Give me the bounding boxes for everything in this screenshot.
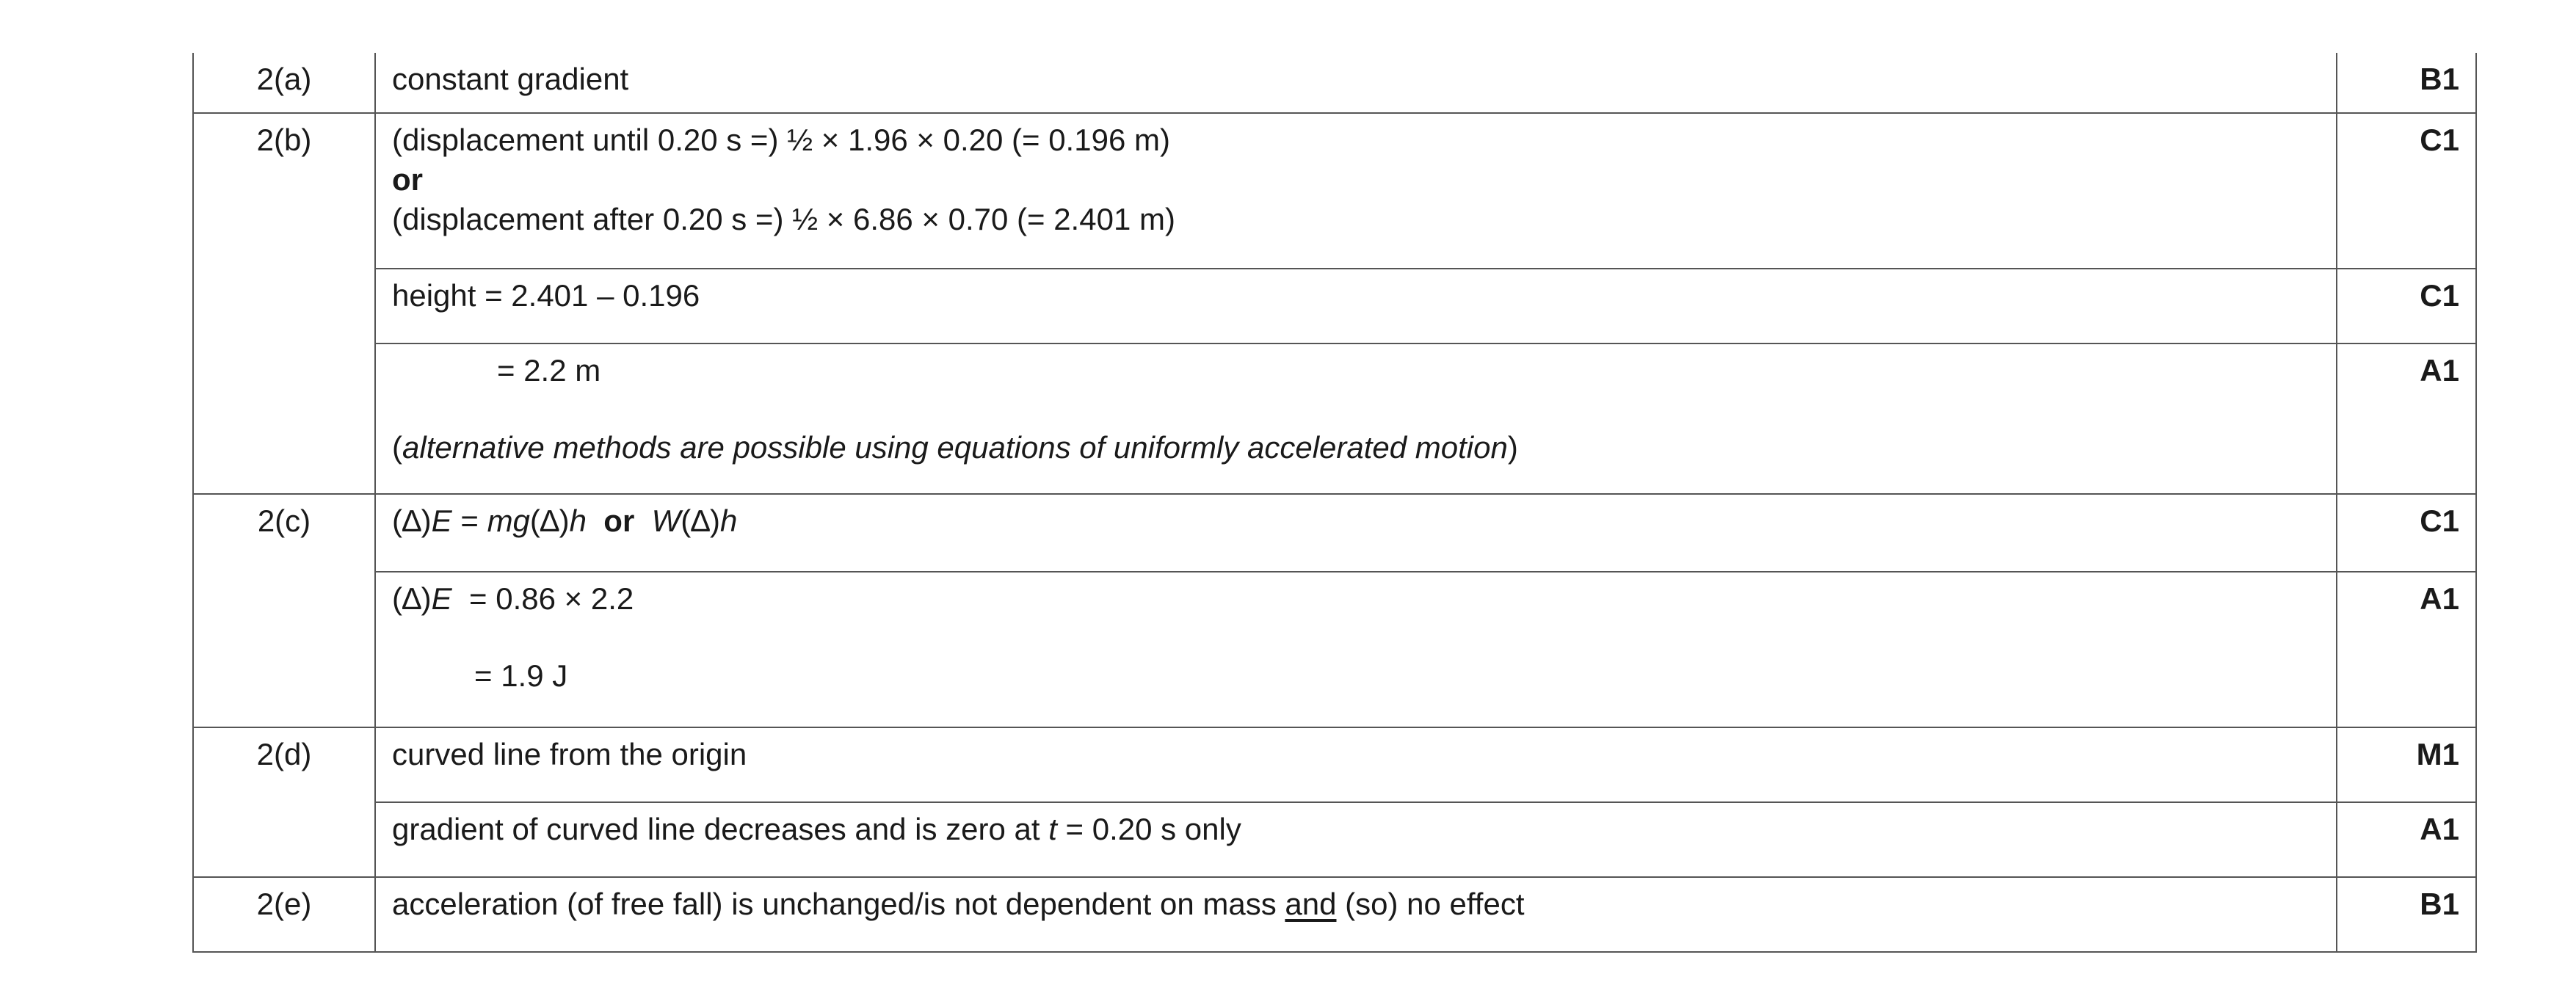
mark-cell: B1 xyxy=(2337,53,2476,113)
mark-cell: C1 xyxy=(2337,113,2476,269)
row-2b-result xyxy=(193,343,2476,494)
question-number: 2(b) xyxy=(193,113,375,494)
mark-cell: C1 xyxy=(2337,269,2476,343)
note-text: (alternative methods are possible using equations of uniformly accelerated motion) xyxy=(392,430,1518,465)
mark-cell: A1 xyxy=(2337,343,2476,494)
answer-cell xyxy=(375,727,2337,802)
answer-cell xyxy=(375,572,2337,727)
answer-text: = 2.2 m xyxy=(497,353,601,388)
row-2d-gradient xyxy=(193,802,2476,877)
equation-text: (∆)E = mg(∆)h or W(∆)h xyxy=(392,504,738,538)
answer-text: height = 2.401 – 0.196 xyxy=(392,278,700,313)
answer-cell xyxy=(375,113,2337,269)
row-2a xyxy=(193,53,2476,113)
equation-text: (∆)E = 0.86 × 2.2 xyxy=(392,581,634,616)
answer-line: (displacement after 0.20 s =) ½ × 6.86 × 0.70 (= 2.401 m) xyxy=(392,202,1175,236)
mark-cell: A1 xyxy=(2337,572,2476,727)
answer-text: = 1.9 J xyxy=(474,658,568,693)
answer-cell xyxy=(375,53,2337,113)
answer-cell xyxy=(375,269,2337,343)
answer-cell xyxy=(375,877,2337,952)
row-2b-height xyxy=(193,269,2476,343)
answer-text: acceleration (of free fall) is unchanged/is not dependent on mass and (so) no effect xyxy=(392,887,1525,921)
mark-scheme-table xyxy=(192,53,2477,953)
row-2b-displacement xyxy=(193,113,2476,269)
answer-text: curved line from the origin xyxy=(392,737,747,771)
row-2e xyxy=(193,877,2476,952)
answer-text: constant gradient xyxy=(392,62,629,96)
row-2c-result xyxy=(193,572,2476,727)
row-2d-curve xyxy=(193,727,2476,802)
answer-cell xyxy=(375,494,2337,572)
question-number: 2(e) xyxy=(193,877,375,952)
answer-cell xyxy=(375,343,2337,494)
row-2c-equation xyxy=(193,494,2476,572)
question-number: 2(d) xyxy=(193,727,375,877)
answer-line: (displacement until 0.20 s =) ½ × 1.96 × 0.20 (= 0.196 m) xyxy=(392,123,1170,157)
mark-cell: M1 xyxy=(2337,727,2476,802)
question-number: 2(c) xyxy=(193,494,375,727)
answer-text: gradient of curved line decreases and is zero at t = 0.20 s only xyxy=(392,812,1241,846)
mark-cell: A1 xyxy=(2337,802,2476,877)
answer-cell xyxy=(375,802,2337,877)
question-number: 2(a) xyxy=(193,53,375,113)
or-keyword: or xyxy=(392,162,423,197)
mark-cell: C1 xyxy=(2337,494,2476,572)
mark-cell: B1 xyxy=(2337,877,2476,952)
